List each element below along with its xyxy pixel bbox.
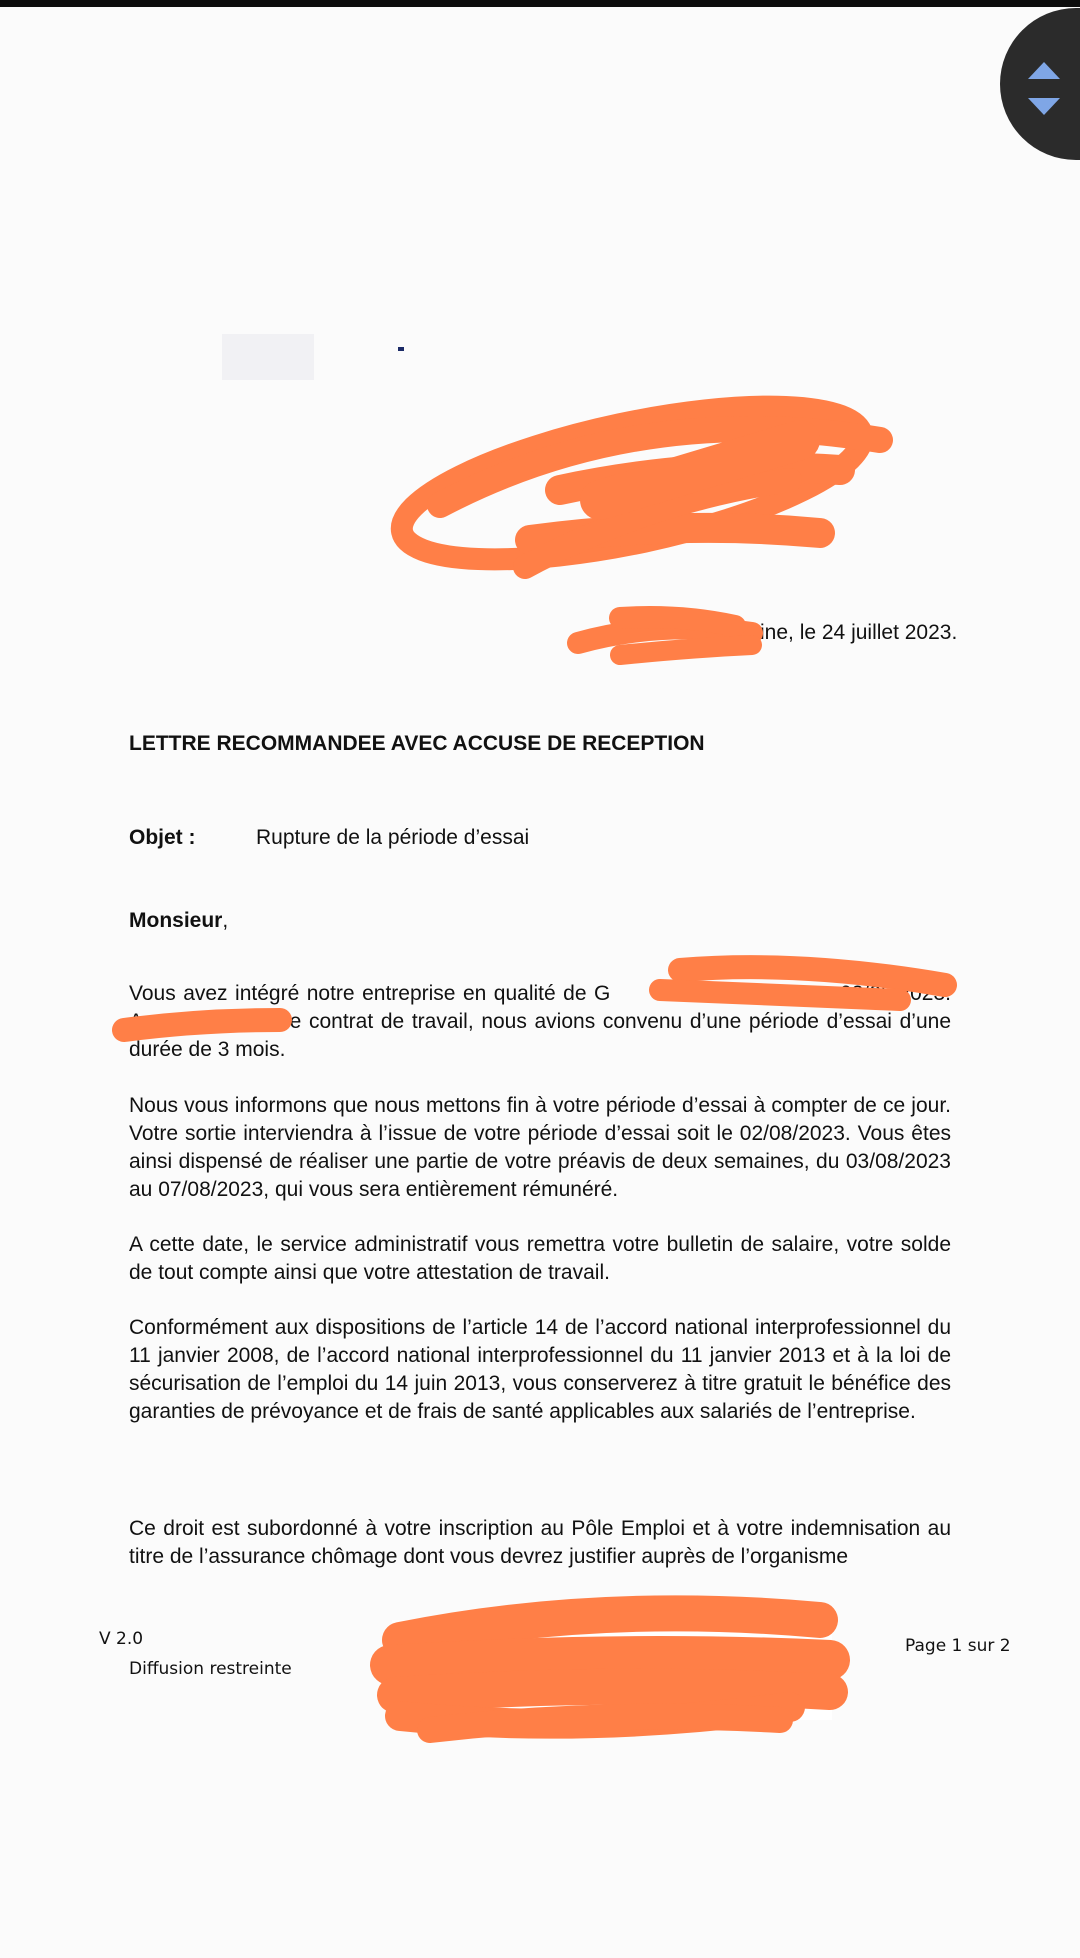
status-bar [0, 0, 1080, 7]
paragraph-2: Nous vous informons que nous mettons fin à votre période d’essai à compter de ce jour. Votre sortie interviendra à l’issue de votre période d’essai soit le 02/08/2023. Vous êtes ainsi dispensé de réaliser une partie de votre préavis de deux semaines, du 03/08/2023 au 07/08/2023, qui vous sera entièrement rémunéré. [129, 1094, 951, 1201]
redaction-date-2 [620, 617, 735, 626]
registered-mail-heading: LETTRE RECOMMANDEE AVEC ACCUSE DE RECEPTION [129, 732, 705, 755]
footer-company: S.A.S [436, 1670, 467, 1684]
salutation [129, 907, 228, 935]
redaction-address-fill [600, 440, 800, 500]
redaction-address-stroke-1 [440, 429, 880, 505]
salutation-name: Monsieur [129, 909, 223, 932]
salutation-punct: , [222, 909, 229, 932]
redaction-address-stroke-4 [525, 480, 790, 567]
object-label: Objet : [129, 826, 196, 849]
redaction-date-3 [620, 645, 752, 655]
redaction-address-stroke-3 [530, 528, 820, 540]
page-number: Page 1 sur 2 [905, 1636, 1011, 1656]
scroll-down-icon[interactable] [1028, 98, 1060, 115]
logo-mark [398, 347, 404, 351]
paragraph-3: A cette date, le service administratif vous remettra votre bulletin de salaire, votre solde de tout compte ainsi que votre attestation de travail. [129, 1233, 951, 1284]
page-scroll-widget[interactable] [1000, 8, 1080, 160]
object-text: Rupture de la période d’essai [256, 826, 530, 849]
paragraph-4: Conformément aux dispositions de l’article 14 de l’accord national interprofessionnel du 11 janvier 2008, de l’accord national interprofessionnel du 11 janvier 2013 et à la loi de sécurisation de l’emploi du 14 juin 2013, vous conserverez à titre gratuit le bénéfice des garanties de prévoyance et de frais de santé applicables aux salariés de l’entreprise. [129, 1316, 951, 1423]
paragraph-1-part-2: n des [760, 982, 814, 1005]
paragraph-1-part-3: e 03/05/2023. Au terme de votre contrat de travail, nous avions convenu d’une période d’essai d’une durée de 3 mois. [129, 982, 951, 1061]
paragraph-1-part-1: Vous avez intégré notre entreprise en qualité de G [129, 982, 611, 1005]
letter-date: ine, le 24 juillet 2023. [760, 621, 958, 644]
company-logo [222, 334, 314, 380]
redaction-date-1 [578, 628, 752, 643]
paragraph-5: Ce droit est subordonné à votre inscription au Pôle Emploi et à votre indemnisation au titre de l’assurance chômage dont vous devrez justifier auprès de l’organisme [129, 1517, 951, 1568]
redaction-address-stroke-2 [560, 468, 840, 491]
paragraph-1 [129, 980, 951, 1064]
diffusion-label: Diffusion restreinte [129, 1659, 292, 1679]
scroll-up-icon[interactable] [1028, 62, 1060, 79]
redaction-address-loop [390, 375, 875, 590]
document-version: V 2.0 [99, 1629, 144, 1649]
